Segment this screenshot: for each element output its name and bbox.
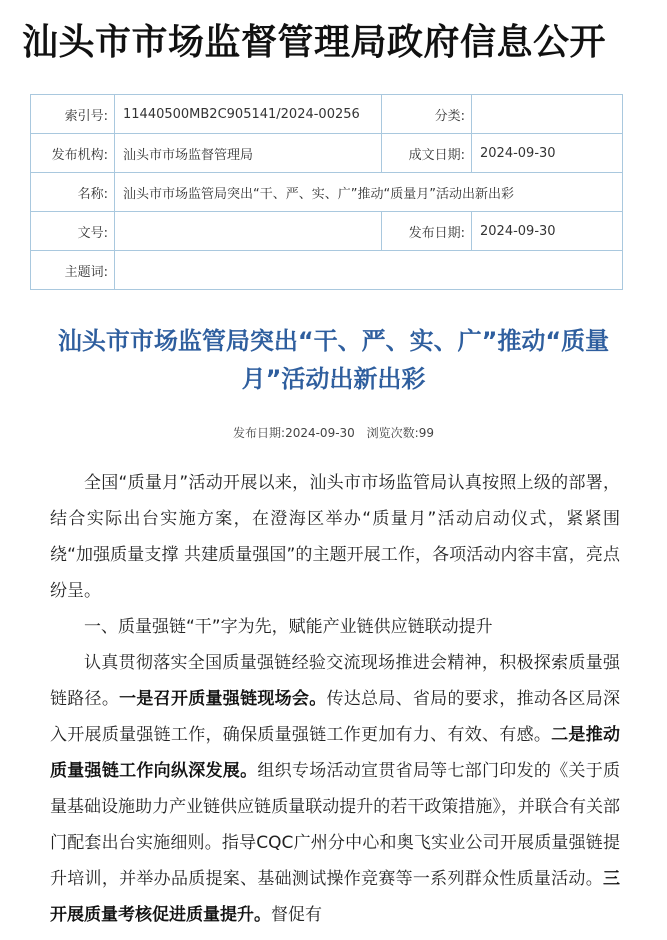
name-label: 名称: [31, 173, 115, 212]
created-date-label: 成文日期: [382, 134, 472, 173]
index-label: 索引号: [31, 95, 115, 134]
index-value: 11440500MB2C905141/2024-00256 [115, 95, 382, 134]
site-header [0, 0, 667, 78]
name-value: 汕头市市场监管局突出“干、严、实、广”推动“质量月”活动出新出彩 [115, 173, 623, 212]
subject-value [115, 251, 623, 290]
category-value [472, 95, 623, 134]
publisher-label: 发布机构: [31, 134, 115, 173]
meta-views: 99 [418, 426, 434, 440]
article-body [50, 465, 620, 933]
info-row-docno [31, 212, 623, 251]
info-row-index [31, 95, 623, 134]
info-row-publisher [31, 134, 623, 173]
article-title: 汕头市市场监管局突出“干、严、实、广”推动“质量月”活动出新出彩 [57, 327, 610, 393]
p2-text-g: 督促有 [271, 905, 322, 925]
paragraph-section-1 [50, 645, 620, 933]
info-row-subject [31, 251, 623, 290]
section-heading-1: 一、质量强链“干”字为先，赋能产业链供应链联动提升 [84, 617, 493, 637]
p2-bold-1: 一是召开质量强链现场会。 [119, 689, 327, 709]
subject-label: 主题词: [31, 251, 115, 290]
paragraph-intro: 全国“质量月”活动开展以来，汕头市市场监管局认真按照上级的部署，结合实际出台实施方案，在澄海区举办“质量月”活动启动仪式，紧紧围绕“加强质量支撑 共建质量强国”的主题开展工作，各项活动内容丰富，亮点纷呈。 [50, 473, 620, 601]
meta-views-label: 浏览次数: [366, 426, 419, 440]
category-label: 分类: [382, 95, 472, 134]
publisher-value: 汕头市市场监督管理局 [115, 134, 382, 173]
pubdate-value: 2024-09-30 [472, 212, 623, 251]
article-meta [0, 424, 667, 441]
docno-label: 文号: [31, 212, 115, 251]
meta-date-label: 发布日期: [233, 426, 286, 440]
docno-value [115, 212, 382, 251]
p2-bold-2: 二是推动质量强链工作向纵深发展。 [50, 725, 620, 781]
p2-text-c: 传达总局、省局的要求，推动各区局深入开展质量强链工作，确保质量强链工作更加有力、有效、有感。 [50, 689, 620, 745]
p2-text-a: 认真贯彻落实全国质量强链经验交流现场推进会精神，积极探索质量强链路径。 [50, 653, 620, 709]
site-title: 汕头市市场监督管理局政府信息公开 [22, 22, 607, 63]
created-date-value: 2024-09-30 [472, 134, 623, 173]
p2-bold-3: 三开展质量考核促进质量提升。 [50, 869, 620, 925]
pubdate-label: 发布日期: [382, 212, 472, 251]
p2-text-e: 组织专场活动宣贯省局等七部门印发的《关于质量基础设施助力产业链供应链质量联动提升的若干政策措施》，并联合有关部门配套出台实施细则。指导CQC广州分中心和奥飞实业公司开展质量强链提升培训，并举办品质提案、基础测试操作竞赛等一系列群众性质量活动。 [50, 761, 620, 889]
meta-date: 2024-09-30 [285, 426, 355, 440]
info-table [30, 94, 623, 290]
info-row-name [31, 173, 623, 212]
